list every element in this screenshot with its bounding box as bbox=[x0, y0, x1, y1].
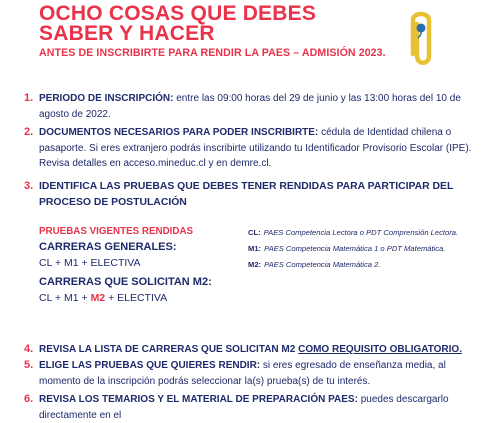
legend-row-m2 bbox=[248, 260, 496, 269]
m2-formula-highlight: M2 bbox=[90, 292, 106, 304]
item-label: PERIODO DE INSCRIPCIÓN: bbox=[39, 93, 174, 104]
item-label: REVISA LOS TEMARIOS Y EL MATERIAL DE PREPARACIÓN PAES: bbox=[39, 394, 358, 405]
m2-formula-part-3: + ELECTIVA bbox=[105, 292, 168, 304]
legend-key: M2: bbox=[248, 260, 262, 269]
item-text: cédula de Identidad chilena o pasaporte. Si eres extranjero podrás inscribirte utilizando tu Identificador Provisorio Escolar (IPE). Revisa detalles en acceso.mineduc.cl y en demre.cl. bbox=[39, 127, 472, 169]
legend-key: CL: bbox=[248, 228, 261, 237]
item-label: IDENTIFICA LAS PRUEBAS QUE DEBES TENER RENDIDAS PARA PARTICIPAR DEL PROCESO DE POSTULACIÓN bbox=[39, 181, 454, 208]
item-label: ELIGE LAS PRUEBAS QUE QUIERES RENDIR: bbox=[39, 360, 261, 371]
item-number: 3. bbox=[24, 180, 34, 192]
item-label: REVISA LA LISTA DE CARRERAS QUE SOLICITAN M2 bbox=[39, 344, 299, 355]
list-item-2 bbox=[24, 125, 486, 172]
legend-value: PAES Competencia Matemática 2. bbox=[264, 260, 381, 269]
title-line-2: SABER Y HACER bbox=[39, 22, 215, 45]
obligatory-requirement-link[interactable]: COMO REQUISITO OBLIGATORIO. bbox=[298, 344, 462, 355]
list-item-6 bbox=[24, 392, 486, 423]
list-item-1 bbox=[24, 91, 486, 122]
page-subtitle: ANTES DE INSCRIBIRTE PARA RENDIR LA PAES – ADMISIÓN 2023. bbox=[39, 47, 386, 59]
title-line-1: OCHO COSAS QUE DEBES bbox=[39, 2, 317, 25]
list-item-4 bbox=[24, 342, 486, 358]
legend-key: M1: bbox=[248, 244, 262, 253]
tests-panel bbox=[39, 226, 239, 311]
m2-careers-label: CARRERAS QUE SOLICITAN M2: bbox=[39, 276, 212, 288]
item-text: entre las 09:00 horas del 29 de junio y las 13:00 horas del 10 de agosto de 2022. bbox=[39, 93, 461, 120]
legend-value: PAES Competencia Matemática 1 o PDT Matemática. bbox=[264, 244, 446, 253]
legend-row-m1 bbox=[248, 244, 496, 253]
item-number: 6. bbox=[24, 393, 34, 405]
item-text: si eres egresado de enseñanza media, al momento de la inscripción podrás seleccionar la(s) prueba(s) de tu interés. bbox=[39, 360, 446, 387]
item-number: 5. bbox=[24, 359, 34, 371]
item-number: 4. bbox=[24, 343, 34, 355]
item-number: 1. bbox=[24, 92, 34, 104]
m2-formula bbox=[39, 292, 239, 304]
tests-heading: PRUEBAS VIGENTES RENDIDAS bbox=[39, 226, 194, 237]
legend-value: PAES Competencia Lectora o PDT Comprensión Lectora. bbox=[263, 228, 459, 237]
tests-legend bbox=[248, 228, 496, 276]
item-text: puedes descargarlo directamente en el bbox=[39, 394, 449, 421]
general-formula: CL + M1 + ELECTIVA bbox=[39, 257, 141, 269]
legend-row-cl bbox=[248, 228, 496, 237]
m2-formula-part-1: CL + M1 + bbox=[39, 292, 91, 304]
list-item-5 bbox=[24, 358, 486, 389]
page-title bbox=[39, 4, 316, 44]
general-careers-label: CARRERAS GENERALES: bbox=[39, 241, 177, 253]
paperclip-icon bbox=[408, 10, 438, 72]
item-number: 2. bbox=[24, 126, 34, 138]
item-label: DOCUMENTOS NECESARIOS PARA PODER INSCRIBIRTE: bbox=[39, 127, 319, 138]
list-item-3 bbox=[24, 179, 486, 210]
